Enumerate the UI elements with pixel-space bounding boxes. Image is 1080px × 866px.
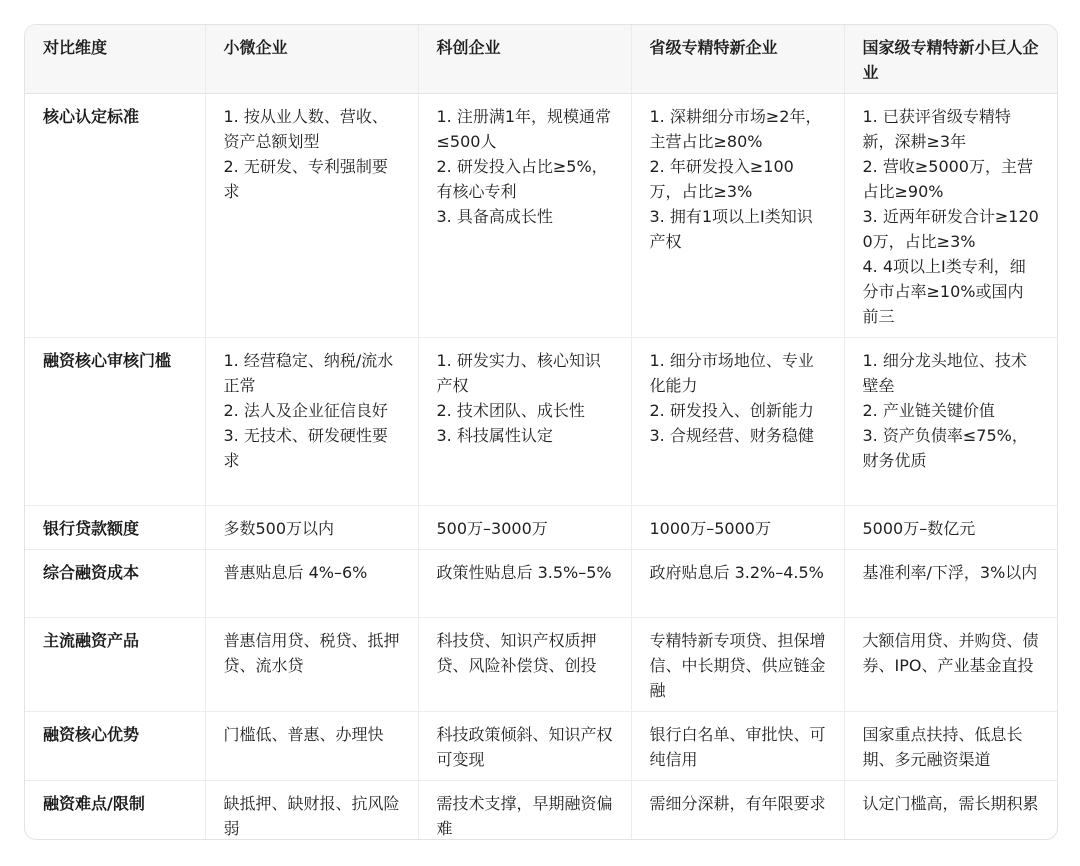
comparison-table bbox=[25, 25, 1057, 840]
table-cell bbox=[205, 712, 418, 781]
cell-line: 银行白名单、审批快、可纯信用 bbox=[649, 725, 826, 769]
row-dimension-label: 主流融资产品 bbox=[25, 618, 205, 712]
cell-line: 2. 产业链关键价值 bbox=[862, 401, 995, 420]
cell-line: 3. 科技属性认定 bbox=[436, 426, 553, 445]
header-sci-tech-enterprise: 科创企业 bbox=[418, 25, 631, 94]
row-dimension-label: 综合融资成本 bbox=[25, 550, 205, 618]
cell-line: 2. 研发投入、创新能力 bbox=[649, 401, 814, 420]
cell-line: 3. 拥有1项以上I类知识产权 bbox=[649, 207, 813, 251]
cell-line: 普惠贴息后 4%–6% bbox=[223, 563, 368, 582]
table-cell bbox=[631, 781, 844, 841]
cell-line: 2. 法人及企业征信良好 bbox=[223, 401, 388, 420]
cell-line: 1. 已获评省级专精特新，深耕≥3年 bbox=[862, 107, 1011, 151]
cell-line: 4. 4项以上I类专利，细分市占率≥10%或国内前三 bbox=[862, 257, 1026, 326]
table-cell bbox=[844, 550, 1057, 618]
table-cell bbox=[418, 338, 631, 506]
comparison-table-container bbox=[24, 24, 1058, 840]
cell-line: 3. 资产负债率≤75%，财务优质 bbox=[862, 426, 1028, 470]
table-cell bbox=[844, 506, 1057, 550]
table-row bbox=[25, 712, 1057, 781]
cell-line: 缺抵押、缺财报、抗风险弱 bbox=[223, 794, 400, 838]
cell-line: 1. 细分市场地位、专业化能力 bbox=[649, 351, 814, 395]
cell-line: 专精特新专项贷、担保增信、中长期贷、供应链金融 bbox=[649, 631, 826, 700]
cell-line: 1. 深耕细分市场≥2年，主营占比≥80% bbox=[649, 107, 822, 151]
table-cell bbox=[205, 338, 418, 506]
cell-line: 政府贴息后 3.2%–4.5% bbox=[649, 563, 824, 582]
table-cell bbox=[631, 338, 844, 506]
table-cell bbox=[418, 506, 631, 550]
cell-line: 需细分深耕，有年限要求 bbox=[649, 794, 826, 813]
cell-line: 1. 研发实力、核心知识产权 bbox=[436, 351, 601, 395]
cell-line: 1000万–5000万 bbox=[649, 519, 771, 538]
table-cell bbox=[418, 94, 631, 338]
table-cell bbox=[631, 712, 844, 781]
cell-line: 基准利率/下浮，3%以内 bbox=[862, 563, 1038, 582]
table-row bbox=[25, 618, 1057, 712]
cell-line: 国家重点扶持、低息长期、多元融资渠道 bbox=[862, 725, 1023, 769]
cell-line: 普惠信用贷、税贷、抵押贷、流水贷 bbox=[223, 631, 400, 675]
table-cell bbox=[418, 550, 631, 618]
table-row bbox=[25, 94, 1057, 338]
cell-line: 500万–3000万 bbox=[436, 519, 548, 538]
table-cell bbox=[844, 781, 1057, 841]
table-cell bbox=[205, 550, 418, 618]
cell-line: 2. 年研发投入≥100万，占比≥3% bbox=[649, 157, 794, 201]
cell-line: 2. 技术团队、成长性 bbox=[436, 401, 585, 420]
table-cell bbox=[844, 94, 1057, 338]
cell-line: 3. 合规经营、财务稳健 bbox=[649, 426, 814, 445]
header-micro-enterprise: 小微企业 bbox=[205, 25, 418, 94]
table-cell bbox=[418, 618, 631, 712]
table-cell bbox=[631, 550, 844, 618]
cell-line: 3. 具备高成长性 bbox=[436, 207, 553, 226]
cell-line: 3. 近两年研发合计≥1200万，占比≥3% bbox=[862, 207, 1039, 251]
cell-line: 1. 经营稳定、纳税/流水正常 bbox=[223, 351, 394, 395]
table-cell bbox=[631, 94, 844, 338]
table-row bbox=[25, 506, 1057, 550]
table-cell bbox=[205, 506, 418, 550]
table-cell bbox=[631, 618, 844, 712]
table-cell bbox=[205, 94, 418, 338]
cell-line: 2. 无研发、专利强制要求 bbox=[223, 157, 388, 201]
cell-line: 科技政策倾斜、知识产权可变现 bbox=[436, 725, 613, 769]
table-row bbox=[25, 781, 1057, 841]
table-row bbox=[25, 550, 1057, 618]
table-row bbox=[25, 338, 1057, 506]
row-dimension-label: 融资核心优势 bbox=[25, 712, 205, 781]
table-cell bbox=[844, 712, 1057, 781]
cell-line: 2. 营收≥5000万，主营占比≥90% bbox=[862, 157, 1033, 201]
table-cell bbox=[205, 781, 418, 841]
cell-line: 5000万–数亿元 bbox=[862, 519, 976, 538]
table-cell bbox=[418, 712, 631, 781]
header-dimension: 对比维度 bbox=[25, 25, 205, 94]
table-header-row bbox=[25, 25, 1057, 94]
cell-line: 门槛低、普惠、办理快 bbox=[223, 725, 384, 744]
table-cell bbox=[205, 618, 418, 712]
table-cell bbox=[418, 781, 631, 841]
cell-line: 政策性贴息后 3.5%–5% bbox=[436, 563, 612, 582]
cell-line: 1. 按从业人数、营收、资产总额划型 bbox=[223, 107, 388, 151]
cell-line: 3. 无技术、研发硬性要求 bbox=[223, 426, 388, 470]
row-dimension-label: 银行贷款额度 bbox=[25, 506, 205, 550]
header-national-little-giant-enterprise: 国家级专精特新小巨人企业 bbox=[844, 25, 1057, 94]
table-cell bbox=[844, 338, 1057, 506]
table-cell bbox=[844, 618, 1057, 712]
row-dimension-label: 融资核心审核门槛 bbox=[25, 338, 205, 506]
cell-line: 多数500万以内 bbox=[223, 519, 335, 538]
table-cell bbox=[631, 506, 844, 550]
cell-line: 科技贷、知识产权质押贷、风险补偿贷、创投 bbox=[436, 631, 597, 675]
header-provincial-specialized-enterprise: 省级专精特新企业 bbox=[631, 25, 844, 94]
cell-line: 需技术支撑，早期融资偏难 bbox=[436, 794, 613, 838]
cell-line: 大额信用贷、并购贷、债券、IPO、产业基金直投 bbox=[862, 631, 1039, 675]
cell-line: 1. 细分龙头地位、技术壁垒 bbox=[862, 351, 1027, 395]
cell-line: 2. 研发投入占比≥5%，有核心专利 bbox=[436, 157, 608, 201]
cell-line: 认定门槛高，需长期积累 bbox=[862, 794, 1039, 813]
row-dimension-label: 核心认定标准 bbox=[25, 94, 205, 338]
row-dimension-label: 融资难点/限制 bbox=[25, 781, 205, 841]
cell-line: 1. 注册满1年，规模通常≤500人 bbox=[436, 107, 612, 151]
